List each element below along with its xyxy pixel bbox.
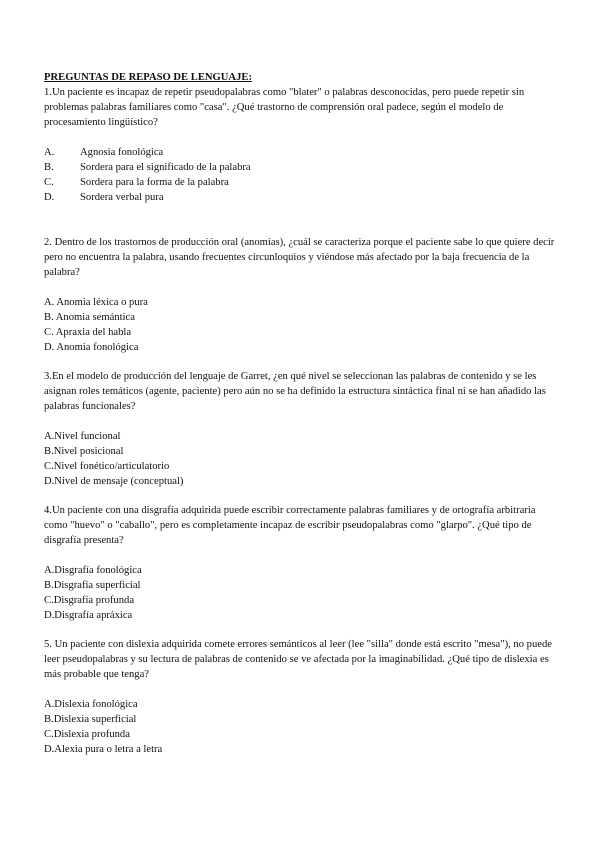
question-4-option-c: C.Disgrafía profunda (44, 595, 135, 606)
option-letter: B. (44, 162, 54, 173)
question-1-text: 1.Un paciente es incapaz de repetir pseudopalabras como "blater" o palabras desconocidas, pero puede repetir sin problemas palabras familiares como "casa". ¿Qué trastorno de comprensión oral padece, según el modelo de procesamiento lingüístico? (44, 87, 525, 128)
option-text: Sordera para la forma de la palabra (80, 177, 229, 188)
question-2-option-b: B. Anomia semántica (44, 312, 135, 323)
question-4-option-a: A.Disgrafía fonológica (44, 565, 142, 576)
question-2-option-d: D. Anomia fonológica (44, 342, 139, 353)
question-4 (44, 503, 560, 623)
question-1-option-b (44, 160, 560, 175)
document-page (44, 70, 560, 757)
question-2-option-a: A. Anomia léxica o pura (44, 297, 148, 308)
question-3-option-a: A.Nivel funcional (44, 431, 121, 442)
question-3-option-c: C.Nivel fonético/articulatorio (44, 461, 170, 472)
option-text: Sordera para el significado de la palabra (80, 162, 251, 173)
question-4-option-d: D.Disgrafía apráxica (44, 610, 133, 621)
question-1-option-d (44, 190, 560, 205)
option-text: Sordera verbal pura (80, 192, 164, 203)
question-3 (44, 369, 560, 489)
question-4-options (44, 563, 560, 623)
question-4-text: 4.Un paciente con una disgrafía adquirida puede escribir correctamente palabras familiares y de ortografía arbitraria como "huevo" o "caballo", pero es completamente incapaz de escribir pseudopalabras como "glarpo". ¿Qué tipo de disgrafía presenta? (44, 505, 536, 546)
question-5-option-d: D.Alexia pura o letra a letra (44, 744, 163, 755)
question-3-option-d: D.Nivel de mensaje (conceptual) (44, 476, 184, 487)
question-5-option-c: C.Dislexia profunda (44, 729, 130, 740)
question-1-options (44, 145, 560, 205)
option-letter: D. (44, 192, 55, 203)
question-2 (44, 235, 560, 355)
question-2-options (44, 295, 560, 355)
question-1-option-a (44, 145, 560, 160)
question-5-options (44, 697, 560, 757)
question-2-option-c: C. Apraxia del habla (44, 327, 132, 338)
question-3-text: 3.En el modelo de producción del lenguaje de Garret, ¿en qué nivel se seleccionan las palabras de contenido y se les asignan roles temáticos (agente, paciente) pero aún no se ha definido la estructura sintáctica final ni se han añadido las palabras funcionales? (44, 371, 546, 412)
question-1-option-c (44, 175, 560, 190)
question-4-option-b: B.Disgrafía superficial (44, 580, 141, 591)
question-5-option-a: A.Dislexia fonológica (44, 699, 138, 710)
question-5 (44, 637, 560, 757)
option-letter: C. (44, 177, 54, 188)
question-5-text: 5. Un paciente con dislexia adquirida comete errores semánticos al leer (lee "silla" donde está escrito "mesa"), no puede leer pseudopalabras y su lectura de palabras de contenido se ve afectada por la imaginabilidad. ¿Qué tipo de dislexia es más probable que tenga? (44, 639, 552, 680)
question-5-option-b: B.Dislexia superficial (44, 714, 137, 725)
question-2-text: 2. Dentro de los trastornos de producción oral (anomias), ¿cuál se caracteriza porque el paciente sabe lo que quiere decir pero no encuentra la palabra, usando frecuentes circunloquios y viéndose más afectado por la baja frecuencia de la palabra? (44, 237, 555, 278)
document-title: PREGUNTAS DE REPASO DE LENGUAJE: (44, 72, 252, 83)
option-letter: A. (44, 147, 55, 158)
question-1 (44, 85, 560, 205)
question-3-options (44, 429, 560, 489)
option-text: Agnosia fonológica (80, 147, 164, 158)
question-3-option-b: B.Nivel posicional (44, 446, 124, 457)
